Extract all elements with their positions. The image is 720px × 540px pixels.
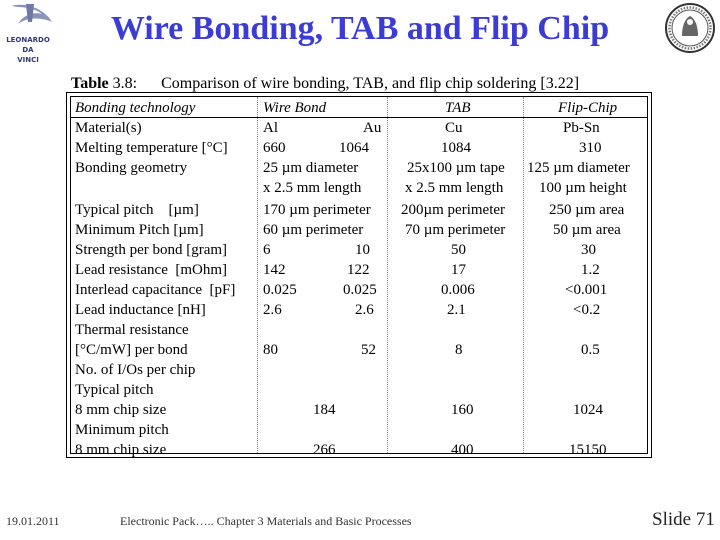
tab-cell: 200µm perimeter (401, 202, 506, 218)
wire-bond-au-cell: 52 (361, 342, 376, 358)
svg-text:VINCI: VINCI (17, 56, 39, 64)
wire-bond-au-cell: 0.025 (343, 282, 377, 298)
row-label: 8 mm chip size (75, 402, 167, 418)
flip-chip-cell: 250 µm area (549, 202, 625, 218)
row-label: Minimum Pitch [µm] (75, 222, 204, 238)
wire-bond-au-cell: 2.6 (355, 302, 374, 318)
caption-number: 3.8: (112, 75, 138, 92)
tab-cell: x 2.5 mm length (405, 180, 504, 196)
flip-chip-cell: <0.001 (565, 282, 608, 298)
table-header-row (71, 98, 647, 118)
wire-bond-al-cell: 2.6 (263, 302, 282, 318)
table-caption (71, 75, 579, 93)
footer-course: Electronic Pack….. Chapter 3 Materials and Basic Processes (120, 514, 412, 528)
flip-chip-cell: 310 (579, 140, 602, 156)
wire-bond-al-cell: 142 (263, 262, 286, 278)
row-label: 8 mm chip size (75, 442, 167, 458)
flip-chip-cell: 50 µm area (553, 222, 621, 238)
slide-label: Slide (652, 509, 692, 530)
row-label: Melting temperature [°C] (75, 140, 228, 156)
tab-cell: 70 µm perimeter (405, 222, 506, 238)
tab-cell: 17 (451, 262, 466, 278)
table-body (70, 96, 648, 458)
slide-number (652, 509, 715, 531)
table-row (71, 240, 647, 260)
row-label: Lead resistance [mOhm] (75, 262, 228, 278)
flip-chip-cell: 125 µm diameter (527, 160, 630, 176)
table-row (71, 118, 647, 138)
tab-cell: 25x100 µm tape (407, 160, 505, 176)
university-seal-logo (664, 2, 716, 54)
header-tab: TAB (445, 100, 471, 116)
slide-title: Wire Bonding, TAB and Flip Chip (110, 10, 610, 47)
row-label: Strength per bond [gram] (75, 242, 228, 258)
wire-bond-al-cell: 6 (263, 242, 271, 258)
svg-text:LEONARDO: LEONARDO (6, 36, 50, 44)
header-flip-chip: Flip-Chip (558, 100, 618, 116)
caption-text: Comparison of wire bonding, TAB, and flip chip soldering [3.22] (161, 75, 580, 92)
row-label: Typical pitch [µm] (75, 202, 199, 218)
wire-bond-al-cell: Al (263, 120, 278, 136)
wire-bond-al-cell: 170 µm perimeter (263, 202, 371, 218)
table-row (71, 300, 647, 320)
row-label: Interlead capacitance [pF] (75, 282, 236, 298)
caption-label: Table (71, 75, 109, 92)
comparison-table (66, 92, 652, 458)
header-wire-bond: Wire Bond (263, 100, 327, 116)
table-row (71, 440, 647, 460)
flip-chip-cell: 1.2 (581, 262, 600, 278)
header-bonding-technology: Bonding technology (75, 100, 196, 116)
tab-cell: 400 (451, 442, 474, 458)
table-row (71, 158, 647, 178)
footer-date: 19.01.2011 (6, 514, 60, 528)
row-label: Material(s) (75, 120, 142, 136)
table-row (71, 178, 647, 198)
row-label: Lead inductance [nH] (75, 302, 206, 318)
flip-chip-cell: Pb-Sn (563, 120, 600, 136)
table-row (71, 380, 647, 400)
flip-chip-cell: 100 µm height (539, 180, 627, 196)
wire-bond-au-cell: 10 (355, 242, 370, 258)
table-row (71, 340, 647, 360)
wire-bond-cell: 266 (313, 442, 336, 458)
table-row (71, 260, 647, 280)
table-row (71, 280, 647, 300)
row-label: Typical pitch (75, 382, 154, 398)
flip-chip-cell: 1024 (573, 402, 603, 418)
slide-number-value: 71 (695, 509, 715, 530)
wire-bond-al-cell: 660 (263, 140, 286, 156)
tab-cell: Cu (445, 120, 463, 136)
tab-cell: 1084 (441, 140, 471, 156)
leonardo-da-vinci-logo (4, 2, 60, 68)
wire-bond-au-cell: Au (363, 120, 382, 136)
wire-bond-al-cell: 80 (263, 342, 278, 358)
row-label: Thermal resistance (75, 322, 189, 338)
table-row (71, 400, 647, 420)
tab-cell: 50 (451, 242, 466, 258)
row-label: [°C/mW] per bond (75, 342, 188, 358)
table-row (71, 138, 647, 158)
tab-cell: 0.006 (441, 282, 475, 298)
wire-bond-au-cell: 122 (347, 262, 370, 278)
flip-chip-cell: <0.2 (573, 302, 601, 318)
wire-bond-al-cell: 25 µm diameter (263, 160, 359, 176)
row-label: No. of I/Os per chip (75, 362, 196, 378)
table-row (71, 360, 647, 380)
row-label: Bonding geometry (75, 160, 188, 176)
table-row (71, 200, 647, 220)
tab-cell: 160 (451, 402, 474, 418)
flip-chip-cell: 30 (581, 242, 596, 258)
tab-cell: 2.1 (447, 302, 466, 318)
row-label: Minimum pitch (75, 422, 169, 438)
tab-cell: 8 (455, 342, 463, 358)
wire-bond-al-cell: 60 µm perimeter (263, 222, 364, 238)
wire-bond-al-cell: x 2.5 mm length (263, 180, 362, 196)
wire-bond-cell: 184 (313, 402, 336, 418)
table-row (71, 320, 647, 340)
wire-bond-al-cell: 0.025 (263, 282, 297, 298)
flip-chip-cell: 15150 (569, 442, 607, 458)
table-row (71, 420, 647, 440)
flip-chip-cell: 0.5 (581, 342, 600, 358)
svg-text:DA: DA (22, 46, 34, 54)
wire-bond-au-cell: 1064 (339, 140, 369, 156)
table-row (71, 220, 647, 240)
